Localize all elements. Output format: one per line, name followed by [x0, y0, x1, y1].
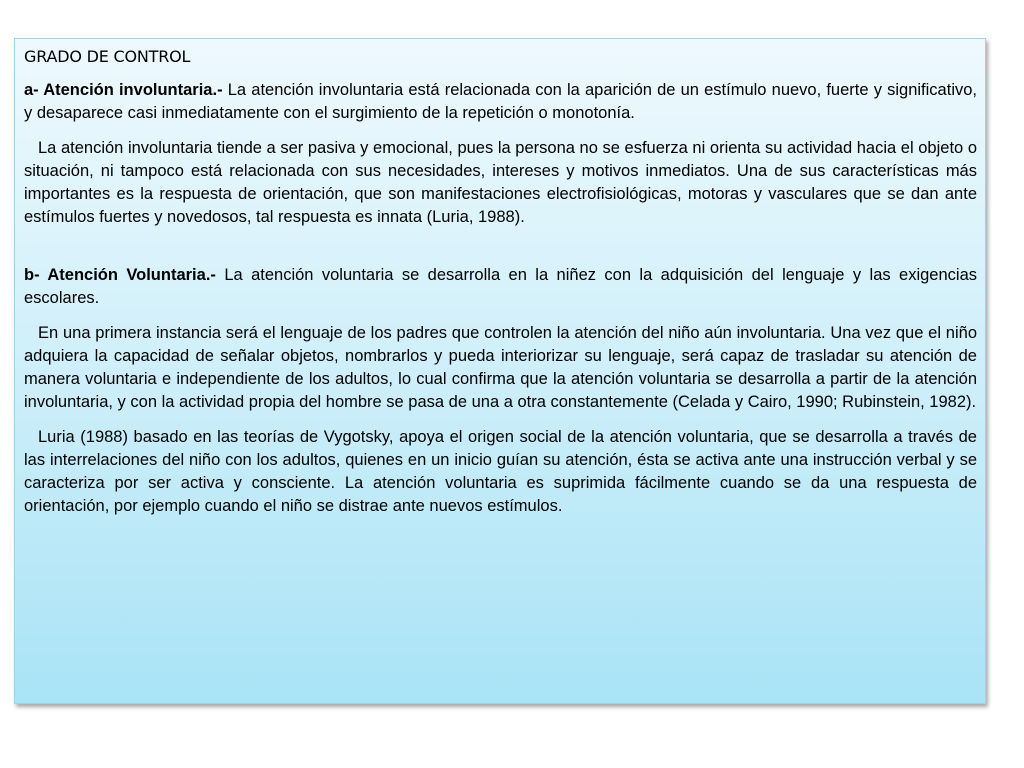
section-a-heading: a- Atención involuntaria.-	[24, 81, 223, 99]
spacer	[24, 125, 977, 137]
spacer	[24, 229, 977, 264]
section-b-paragraph-2: Luria (1988) basado en las teorías de Vygotsky, apoya el origen social de la atención voluntaria, que se desarrolla a través de las interrelaciones del niño con los adultos, quienes en un inicio guían su atención, ésta se activa ante una instrucción verbal y se caracteriza por ser activa y consciente. La atención voluntaria es suprimida fácilmente cuando se da una respuesta de orientación, por ejemplo cuando el niño se distrae ante nuevos estímulos.	[24, 428, 977, 515]
section-a-paragraph: La atención involuntaria tiende a ser pasiva y emocional, pues la persona no se esfuerza ni orienta su actividad hacia el objeto o situación, ni tampoco está relacionada con sus necesidades, intereses y motivos inmediatos. Una de sus características más importantes es la respuesta de orientación, que son manifestaciones electrofisiológicas, motoras y vasculares que se dan ante estímulos fuertes y novedosos, tal respuesta es innata (Luria, 1988).	[24, 139, 977, 226]
spacer	[24, 310, 977, 322]
section-b-intro	[24, 264, 977, 310]
section-b-paragraph-1: En una primera instancia será el lenguaje de los padres que controlen la atención del niño aún involuntaria. Una vez que el niño adquiera la capacidad de señalar objetos, nombrarlos y pueda interiorizar su lenguaje, será capaz de trasladar su atención de manera voluntaria e independiente de los adultos, lo cual confirma que la atención voluntaria se desarrolla a partir de la atención involuntaria, y con la actividad propia del hombre se pasa de una a otra constantemente (Celada y Cairo, 1990; Rubinstein, 1982).	[24, 324, 977, 411]
section-b-intro-text: La atención voluntaria se desarrolla en la niñez con la adquisición del lenguaje y las exigencias escolares.	[24, 266, 977, 307]
section-b-heading: b- Atención Voluntaria.-	[24, 266, 216, 284]
document-title: GRADO DE CONTROL	[24, 47, 191, 66]
spacer	[24, 414, 977, 426]
section-a-intro	[24, 79, 977, 125]
section-a-intro-text: La atención involuntaria está relacionada con la aparición de un estímulo nuevo, fuerte y significativo, y desaparece casi inmediatamente con el surgimiento de la repetición o monotonía.	[24, 81, 977, 122]
content-textbox	[14, 38, 986, 704]
